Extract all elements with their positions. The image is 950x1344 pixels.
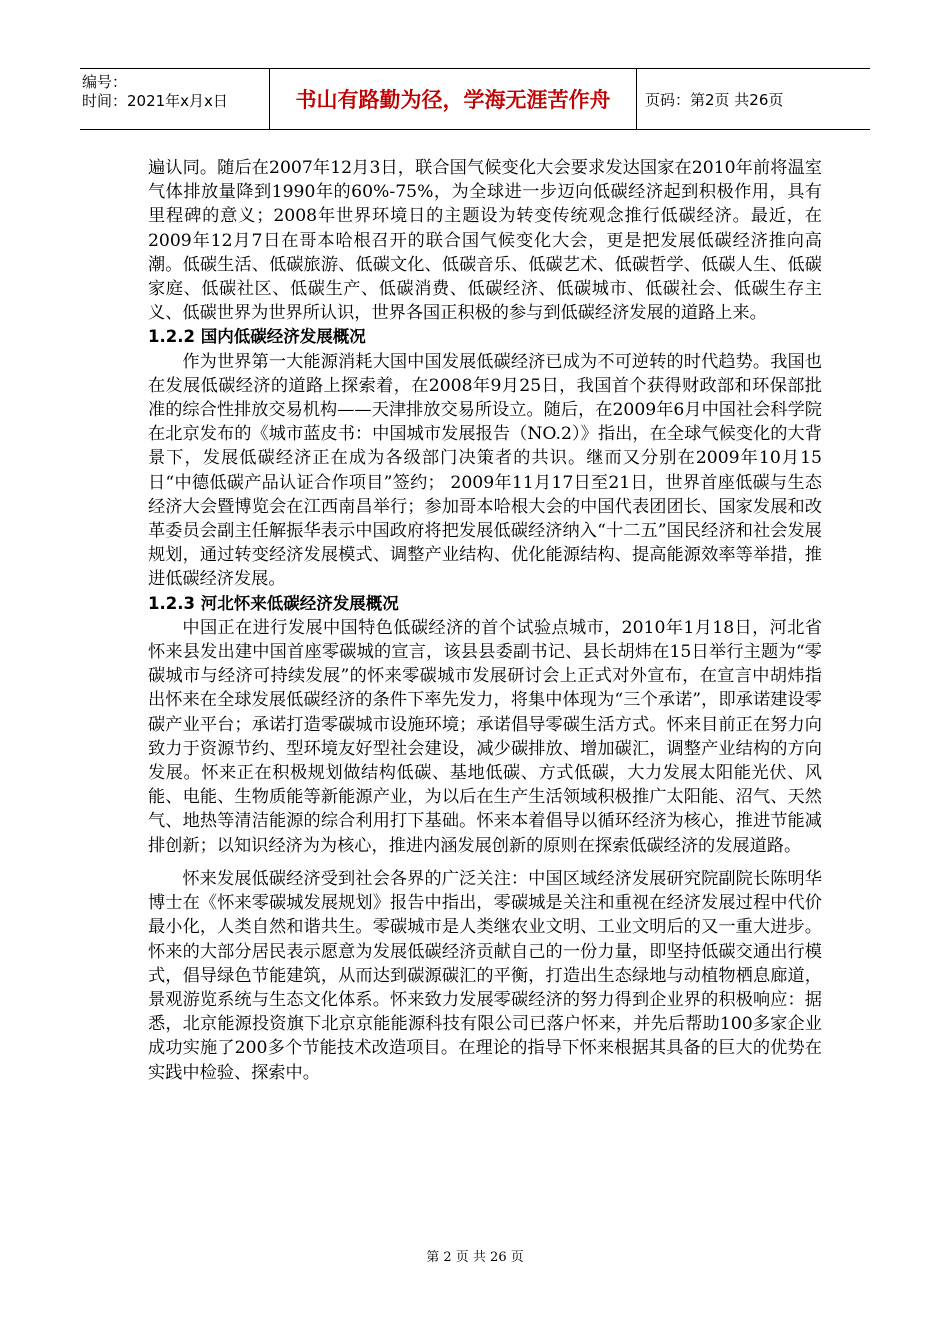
page-footer: 第 2 页 共 26 页 bbox=[426, 1250, 524, 1265]
header-page-info: 页码：第2页 共26页 bbox=[645, 90, 784, 109]
header-meta bbox=[80, 69, 270, 129]
document-number-label: 编号： bbox=[82, 73, 128, 91]
document-time-label: 时间：2021年x月x日 bbox=[82, 92, 228, 110]
paragraph-huailai-2: 怀来发展低碳经济受到社会各界的广泛关注：中国区域经济发展研究院副院长陈明华博士在《怀来零碳城发展规划》报告中指出，零碳城是关注和重视在经济发展过程中代价最小化，人类自然和谐共生。零碳城市是人类继农业文明、工业文明后的又一重大进步。怀来的大部分居民表示愿意为发展低碳经济贡献自己的一份力量，即坚持低碳交通出行模式，倡导绿色节能建筑，从而达到碳源碳汇的平衡，打造出生态绿地与动植物栖息廊道，景观游览系统与生态文化体系。怀来致力发展零碳经济的努力得到企业界的积极响应：据悉，北京能源投资旗下北京京能能源科技有限公司已落户怀来，并先后帮助100多家企业成功实施了200多个节能技术改造项目。在理论的指导下怀来根据其具备的巨大的优势在实践中检验、探索中。 bbox=[148, 868, 822, 1083]
paragraph-continuation: 遍认同。随后在2007年12月3日，联合国气候变化大会要求发达国家在2010年前将温室气体排放量降到1990年的60%-75%，为全球进一步迈向低碳经济起到积极作用，具有里程碑的意义；2008年世界环境日的主题设为转变传统观念推行低碳经济。最近，在2009年12月7日在哥本哈根召开的联合国气候变化大会，更是把发展低碳经济推向高潮。低碳生活、低碳旅游、低碳文化、低碳音乐、低碳艺术、低碳哲学、低碳人生、低碳家庭、低碳社区、低碳生产、低碳消费、低碳经济、低碳城市、低碳社会、低碳生存主义、低碳世界为世界所认识，世界各国正积极的参与到低碳经济发展的道路上来。 bbox=[148, 158, 822, 324]
paragraph-huailai-1: 中国正在进行发展中国特色低碳经济的首个试验点城市，2010年1月18日，河北省怀来县发出建中国首座零碳城的宣言，该县县委副书记、县长胡炜在15日举行主题为“零碳城市与经济可持续发展”的怀来零碳城市发展研讨会上正式对外宣布，在宣言中胡炜指出怀来在全球发展低碳经济的条件下率先发力，将集中体现为“三个承诺”，即承诺建设零碳产业平台；承诺打造零碳城市设施环境；承诺倡导零碳生活方式。怀来目前正在努力向致力于资源节约、型环境友好型社会建设，减少碳排放、增加碳汇，调整产业结构的方向发展。怀来正在积极规划做结构低碳、基地低碳、方式低碳，大力发展太阳能光伏、风能、电能、生物质能等新能源产业，为以后在生产生活领域积极推广太阳能、沼气、天然气、地热等清洁能源的综合利用打下基础。怀来本着倡导以循环经济为核心，推进节能减排创新；以知识经济为为核心，推进内涵发展创新的原则在探索低碳经济的发展道路。 bbox=[148, 617, 822, 856]
section-heading-1-2-2: 1.2.2 国内低碳经济发展概况 bbox=[148, 327, 366, 347]
document-body bbox=[148, 156, 822, 1085]
section-heading-1-2-3: 1.2.3 河北怀来低碳经济发展概况 bbox=[148, 593, 399, 613]
paragraph-domestic: 作为世界第一大能源消耗大国中国发展低碳经济已成为不可逆转的时代趋势。我国也在发展低碳经济的道路上探索着，在2008年9月25日，我国首个获得财政部和环保部批准的综合性排放交易机构——天津排放交易所设立。随后，在2009年6月中国社会科学院在北京发布的《城市蓝皮书：中国城市发展报告（NO.2）》指出，在全球气候变化的大背景下，发展低碳经济正在成为各级部门决策者的共识。继而又分别在2009年10月15日“中德低碳产品认证合作项目”签约； 2009年11月17日至21日，世界首座低碳与生态经济大会暨博览会在江西南昌举行；参加哥本哈根大会的中国代表团团长、国家发展和改革委员会副主任解振华表示中国政府将把发展低碳经济纳入“十二五”国民经济和社会发展规划，通过转变经济发展模式、调整产业结构、优化能源结构、提高能源效率等举措，推进低碳经济发展。 bbox=[148, 351, 822, 590]
page-header bbox=[80, 68, 870, 130]
header-motto: 书山有路勤为径，学海无涯苦作舟 bbox=[270, 69, 637, 129]
